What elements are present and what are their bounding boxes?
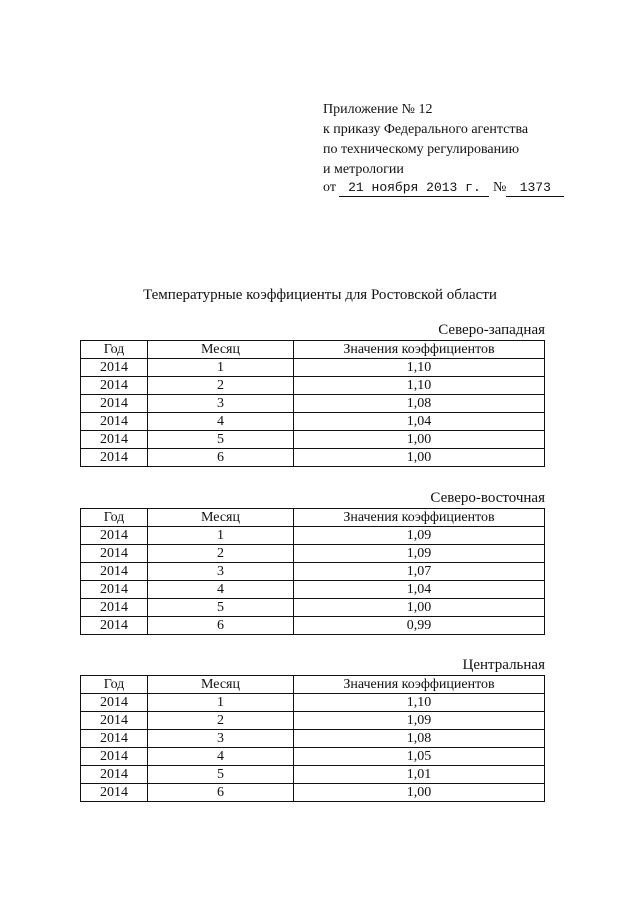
cell-value: 1,10 — [294, 377, 545, 395]
column-header-value: Значения коэффициентов — [294, 676, 545, 694]
order-number: 1373 — [506, 180, 564, 197]
cell-year: 2014 — [81, 694, 148, 712]
column-header-value: Значения коэффициентов — [294, 509, 545, 527]
cell-month: 3 — [148, 563, 294, 581]
column-header-value: Значения коэффициентов — [294, 341, 545, 359]
cell-value: 1,00 — [294, 599, 545, 617]
document-title: Температурные коэффициенты для Ростовской области — [143, 287, 497, 303]
order-number-sign: № — [492, 180, 507, 195]
cell-value: 1,08 — [294, 395, 545, 413]
cell-month: 6 — [148, 784, 294, 802]
order-date-line — [323, 180, 564, 200]
table-row — [81, 413, 545, 431]
column-header-month: Месяц — [148, 341, 294, 359]
coefficients-table-northwest — [80, 340, 545, 467]
table-row — [81, 431, 545, 449]
table-row — [81, 599, 545, 617]
appendix-header — [323, 100, 528, 180]
table-header-row — [81, 509, 545, 527]
table-row — [81, 581, 545, 599]
cell-year: 2014 — [81, 377, 148, 395]
cell-year: 2014 — [81, 527, 148, 545]
table-row — [81, 395, 545, 413]
cell-month: 6 — [148, 617, 294, 635]
region-label-central: Центральная — [462, 657, 545, 673]
cell-year: 2014 — [81, 766, 148, 784]
cell-year: 2014 — [81, 545, 148, 563]
table-row — [81, 563, 545, 581]
column-header-month: Месяц — [148, 509, 294, 527]
cell-month: 2 — [148, 545, 294, 563]
table-row — [81, 377, 545, 395]
cell-month: 2 — [148, 712, 294, 730]
cell-month: 2 — [148, 377, 294, 395]
cell-year: 2014 — [81, 581, 148, 599]
cell-value: 1,04 — [294, 581, 545, 599]
column-header-year: Год — [81, 341, 148, 359]
cell-value: 1,10 — [294, 694, 545, 712]
table-row — [81, 449, 545, 467]
appendix-agency-line-end: и метрологии — [323, 162, 404, 177]
cell-month: 5 — [148, 766, 294, 784]
cell-value: 1,05 — [294, 748, 545, 766]
table-row — [81, 712, 545, 730]
coefficients-table-northeast — [80, 508, 545, 635]
cell-value: 1,10 — [294, 359, 545, 377]
cell-year: 2014 — [81, 599, 148, 617]
cell-month: 5 — [148, 599, 294, 617]
order-prefix: от — [323, 180, 336, 195]
cell-value: 0,99 — [294, 617, 545, 635]
cell-month: 4 — [148, 748, 294, 766]
cell-month: 1 — [148, 694, 294, 712]
coefficients-table-central — [80, 675, 545, 802]
cell-year: 2014 — [81, 413, 148, 431]
table-header-row — [81, 676, 545, 694]
appendix-agency-line: по техническому регулированию — [323, 142, 520, 157]
table-row — [81, 527, 545, 545]
cell-value: 1,07 — [294, 563, 545, 581]
cell-value: 1,09 — [294, 545, 545, 563]
cell-year: 2014 — [81, 359, 148, 377]
cell-value: 1,01 — [294, 766, 545, 784]
cell-month: 4 — [148, 581, 294, 599]
table-row — [81, 545, 545, 563]
cell-month: 4 — [148, 413, 294, 431]
cell-value: 1,00 — [294, 449, 545, 467]
cell-month: 3 — [148, 395, 294, 413]
cell-month: 6 — [148, 449, 294, 467]
cell-value: 1,00 — [294, 431, 545, 449]
column-header-year: Год — [81, 509, 148, 527]
cell-month: 5 — [148, 431, 294, 449]
cell-year: 2014 — [81, 431, 148, 449]
cell-value: 1,04 — [294, 413, 545, 431]
table-row — [81, 730, 545, 748]
cell-month: 1 — [148, 359, 294, 377]
table-row — [81, 766, 545, 784]
cell-year: 2014 — [81, 748, 148, 766]
region-label-northeast: Северо-восточная — [430, 490, 545, 506]
cell-year: 2014 — [81, 563, 148, 581]
column-header-year: Год — [81, 676, 148, 694]
cell-value: 1,08 — [294, 730, 545, 748]
cell-year: 2014 — [81, 730, 148, 748]
cell-month: 1 — [148, 527, 294, 545]
appendix-number: Приложение № 12 — [323, 102, 433, 117]
cell-year: 2014 — [81, 712, 148, 730]
table-row — [81, 359, 545, 377]
cell-value: 1,09 — [294, 712, 545, 730]
table-row — [81, 617, 545, 635]
table-row — [81, 748, 545, 766]
appendix-order-ref: к приказу Федерального агентства — [323, 122, 529, 137]
table-header-row — [81, 341, 545, 359]
order-date: 21 ноября 2013 г. — [339, 180, 489, 197]
cell-year: 2014 — [81, 449, 148, 467]
cell-year: 2014 — [81, 784, 148, 802]
cell-year: 2014 — [81, 395, 148, 413]
cell-year: 2014 — [81, 617, 148, 635]
cell-value: 1,09 — [294, 527, 545, 545]
table-row — [81, 784, 545, 802]
cell-month: 3 — [148, 730, 294, 748]
cell-value: 1,00 — [294, 784, 545, 802]
column-header-month: Месяц — [148, 676, 294, 694]
region-label-northwest: Северо-западная — [438, 322, 545, 338]
table-row — [81, 694, 545, 712]
